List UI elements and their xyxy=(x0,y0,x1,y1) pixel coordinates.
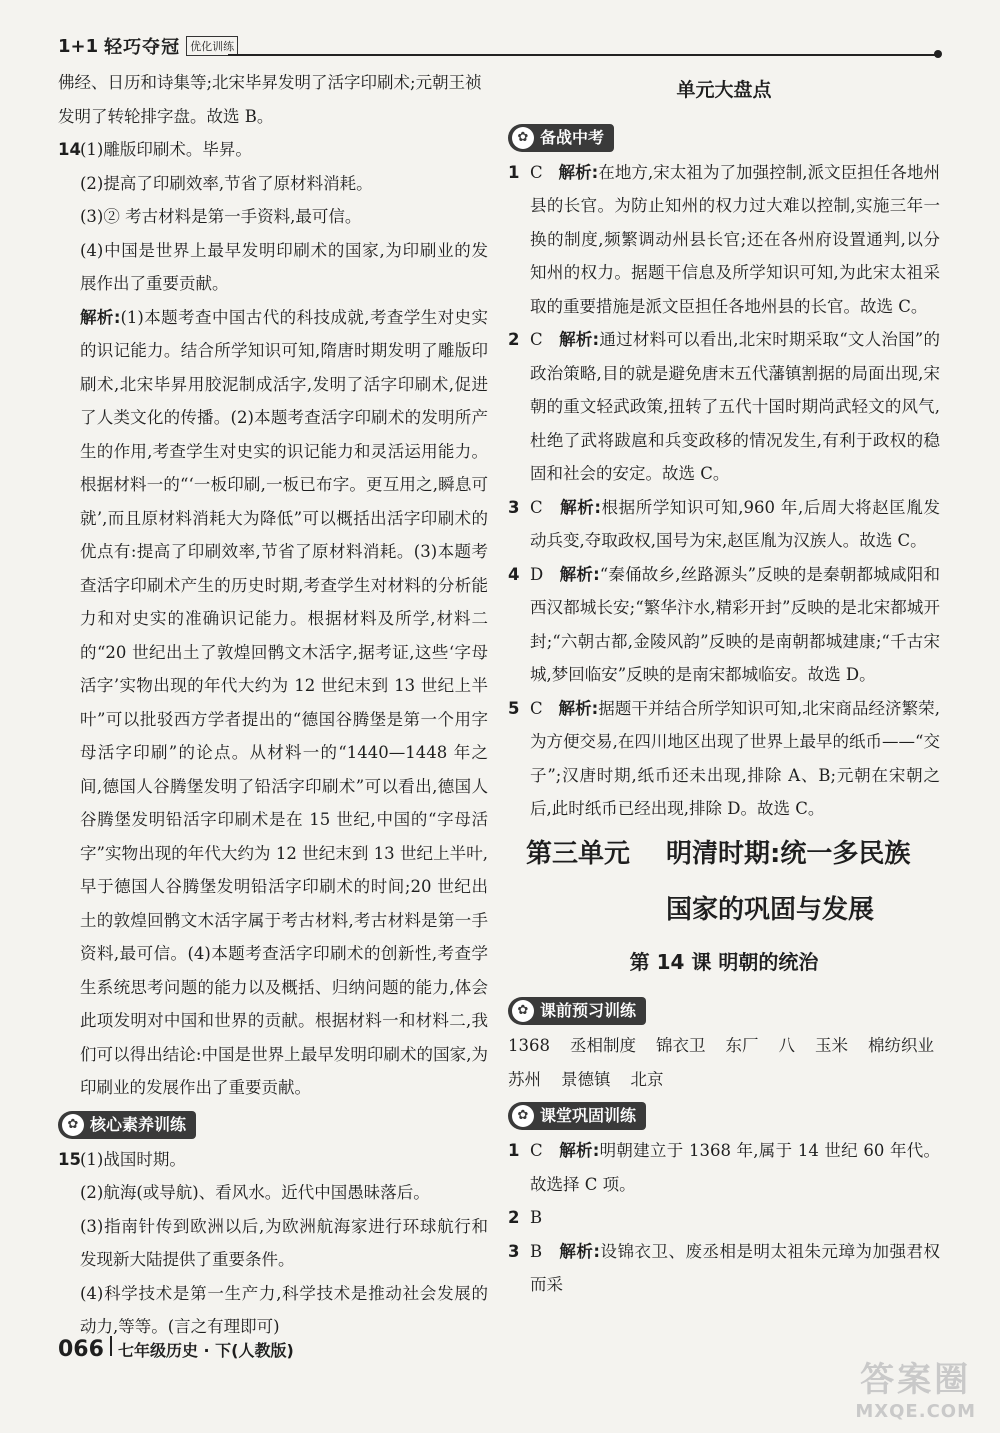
question-number: 3 xyxy=(508,1241,520,1261)
analysis-label: 解析: xyxy=(559,1241,600,1261)
question-14 xyxy=(58,133,488,167)
footer-divider xyxy=(110,1336,112,1356)
brand-logo xyxy=(58,34,238,58)
unit-title xyxy=(508,826,940,938)
answer-choice: C xyxy=(530,162,543,182)
badge-label: 课堂巩固训练 xyxy=(540,1106,637,1126)
watermark xyxy=(855,1352,976,1422)
item-body xyxy=(530,1235,940,1302)
analysis-label: 解析: xyxy=(558,698,599,718)
analysis-text: 设锦衣卫、废丞相是明太祖朱元璋为加强君权而采 xyxy=(530,1241,940,1294)
left-column xyxy=(58,66,488,1344)
exam-item xyxy=(508,323,940,491)
answer-word: 景德镇 xyxy=(561,1069,611,1089)
answer-choice: B xyxy=(530,1241,543,1261)
answer-part-4: (4)中国是世界上最早发明印刷术的国家,为印刷业的发展作出了重要贡献。 xyxy=(80,240,488,293)
answer-word: 苏州 xyxy=(508,1069,541,1089)
answer-word: 1368 xyxy=(508,1036,550,1055)
answer-part-2: (2)提高了印刷效率,节省了原材料消耗。 xyxy=(80,173,373,193)
item-body xyxy=(530,692,940,826)
right-column xyxy=(508,66,940,1302)
page-footer xyxy=(58,1336,294,1362)
continued-line: 发明了转轮排字盘。故选 B。 xyxy=(58,106,274,126)
analysis-text: (1)本题考查中国古代的科技成就,考查学生对史实的识记能力。结合所学知识可知,隋唐时期发明了雕版印刷术,北宋毕昇用胶泥制成活字,发明了活字印刷术,促进了人类文化的传播。(2)本题考查活字印刷术的发明所产生的作用,考查学生对史实的识记能力和灵活运用能力。根据材料一的“‘一板印刷,一板已布字。更互用之,瞬息可就’,而且原材料消耗大为降低”可以概括出活字印刷术的优点有:提高了印刷效率,节省了原材料消耗。(3)本题考查活字印刷术产生的历史时期,考查学生对材料的分析能力和对史实的准确识记能力。根据材料及所学,材料二的“20 世纪出土了敦煌回鹘文木活字,据考证,这些‘字母活字’实物出现的年代大约为 12 世纪末到 13 世纪上半叶”可以批驳西方学者提出的“德国谷腾堡是第一个用字母活字印刷”的论点。从材料一的“1440—1448 年之间,德国人谷腾堡发明了铅活字印刷术”可以看出,德国人谷腾堡发明铅活字印刷术是在 15 世纪,中国的“字母活字”实物出现的年代大约为 12 世纪末到 13 世纪上半叶,早于德国人谷腾堡发明铅活字印刷术的时间;20 世纪出土的敦煌回鹘文木活字属于考古材料,考古材料是第一手资料,最可信。(4)本题考查活字印刷术的创新性,考查学生系统思考问题的能力以及概括、归纳问题的能力,体会此项发明对中国和世界的贡献。根据材料一和材料二,我们可以得出结论:中国是世界上最早发明印刷术的国家,为印刷业的发展作出了重要贡献。 xyxy=(80,307,488,1097)
question-15 xyxy=(58,1143,488,1177)
item-body xyxy=(530,1134,940,1201)
page-number: 066 xyxy=(58,1337,104,1362)
answer-choice: B xyxy=(530,1208,543,1227)
brand-subtitle: 优化训练 xyxy=(186,36,238,56)
badge-icon: ✿ xyxy=(512,1000,534,1022)
page-header xyxy=(58,34,938,66)
class-item xyxy=(508,1235,940,1302)
analysis-text: 明朝建立于 1368 年,属于 14 世纪 60 年代。故选择 C 项。 xyxy=(530,1141,940,1194)
section-title: 单元大盘点 xyxy=(676,79,772,101)
answer-part-1: (1)雕版印刷术。毕昇。 xyxy=(80,140,252,159)
answer-part-3: (3)② 考古材料是第一手资料,最可信。 xyxy=(80,207,362,226)
question-number: 1 xyxy=(508,1141,520,1160)
answer-choice: C xyxy=(530,497,543,517)
item-body xyxy=(530,491,940,558)
question-number: 5 xyxy=(508,698,520,718)
answer-word: 锦衣卫 xyxy=(656,1036,706,1055)
analysis-label: 解析: xyxy=(559,330,600,349)
badge-icon: ✿ xyxy=(62,1114,84,1136)
continued-line: 佛经、日历和诗集等;北宋毕昇发明了活字印刷术;元朝王祯 xyxy=(58,73,482,92)
answer-part-4: (4)科学技术是第一生产力,科学技术是推动社会发展的动力,等等。(言之有理即可) xyxy=(80,1283,488,1336)
section-badge-exam-prep xyxy=(508,124,614,152)
preview-answers xyxy=(508,1029,940,1096)
watermark-text: 答案圈 xyxy=(860,1360,972,1400)
question-number: 15 xyxy=(58,1149,81,1169)
answer-choice: C xyxy=(530,698,543,718)
analysis-text: 据题干并结合所学知识可知,北宋商品经济繁荣,为方便交易,在四川地区出现了世界上最早的纸币——“交子”;汉唐时期,纸币还未出现,排除 A、B;元朝在宋朝之后,此时纸币已经出现,排除 D。故选 C。 xyxy=(530,698,940,818)
analysis-label: 解析: xyxy=(559,564,600,584)
question-number: 4 xyxy=(508,564,520,584)
answer-word: 北京 xyxy=(630,1069,664,1089)
section-badge-preview xyxy=(508,997,646,1025)
badge-icon: ✿ xyxy=(512,127,534,149)
section-badge-consolidation xyxy=(508,1102,646,1130)
watermark-url: MXQE.COM xyxy=(855,1401,976,1422)
question-number: 3 xyxy=(508,497,520,517)
analysis-text: 通过材料可以看出,北宋时期采取“文人治国”的政治策略,目的就是避免唐末五代藩镇割据的局面出现,宋朝的重文轻武政策,扭转了五代十国时期尚武轻文的风气,杜绝了武将跋扈和兵变政移的情况发生,有利于政权的稳固和社会的安定。故选 C。 xyxy=(530,330,940,483)
exam-item xyxy=(508,491,940,558)
class-item xyxy=(508,1134,940,1201)
answer-word: 棉纺织业 xyxy=(868,1036,934,1055)
header-rule xyxy=(228,54,938,56)
answer-choice: D xyxy=(530,564,544,584)
unit-heading-line-2: 国家的巩固与发展 xyxy=(666,894,875,925)
answer-word: 八 xyxy=(778,1036,795,1055)
analysis-label: 解析: xyxy=(559,1141,600,1160)
analysis-label: 解析: xyxy=(560,497,601,517)
question-number: 2 xyxy=(508,1208,520,1227)
badge-icon: ✿ xyxy=(512,1105,534,1127)
unit-heading-line-1: 明清时期:统一多民族 xyxy=(666,838,911,869)
badge-label: 备战中考 xyxy=(540,127,605,147)
analysis-text: 在地方,宋太祖为了加强控制,派文臣担任各地州县的长官。为防止知州的权力过大难以控制,实施三年一换的制度,频繁调动州县长官;还在各州府设置通判,以分知州的权力。据题干信息及所学知识可知,为此宋太祖采取的重要措施是派文臣担任各地州县的长官。故选 C。 xyxy=(530,162,940,316)
unit-number: 第三单元 xyxy=(526,838,631,869)
analysis-paragraph xyxy=(58,301,488,1105)
book-title: 七年级历史 · 下(人教版) xyxy=(117,1341,294,1360)
analysis-text: “秦俑故乡,丝路源头”反映的是秦朝都城咸阳和西汉都城长安;“繁华汴水,精彩开封”反映的是北宋都城开封;“六朝古都,金陵风韵”反映的是南朝都城建康;“千古宋城,梦回临安”反映的是南宋都城临安。故选 D。 xyxy=(530,564,940,684)
question-number: 2 xyxy=(508,330,520,349)
exam-item xyxy=(508,156,940,324)
lesson-title: 第 14 课 明朝的统治 xyxy=(629,949,819,974)
question-number: 1 xyxy=(508,162,520,182)
answer-choice: C xyxy=(530,1141,543,1160)
class-item xyxy=(508,1201,940,1235)
item-body xyxy=(530,1201,542,1235)
badge-label: 核心素养训练 xyxy=(90,1114,187,1134)
answer-part-2: (2)航海(或导航)、看风水。近代中国愚昧落后。 xyxy=(80,1183,430,1202)
question-number: 14 xyxy=(58,140,81,159)
logo-mark: 1+1 xyxy=(58,35,99,57)
answer-word: 东厂 xyxy=(725,1036,759,1055)
item-body xyxy=(530,558,940,692)
answer-choice: C xyxy=(530,330,543,349)
answer-part-1: (1)战国时期。 xyxy=(80,1149,186,1169)
exam-item xyxy=(508,692,940,826)
badge-label: 课前预习训练 xyxy=(540,1001,637,1021)
item-body xyxy=(530,156,940,324)
section-badge-core-literacy xyxy=(58,1111,196,1139)
exam-item xyxy=(508,558,940,692)
brand-name: 轻巧夺冠 xyxy=(104,37,181,58)
answer-word: 丞相制度 xyxy=(570,1036,636,1055)
answer-word: 玉米 xyxy=(815,1036,848,1055)
analysis-text: 根据所学知识可知,960 年,后周大将赵匡胤发动兵变,夺取政权,国号为宋,赵匡胤为汉族人。故选 C。 xyxy=(530,497,940,550)
item-body xyxy=(530,323,940,491)
analysis-label: 解析: xyxy=(80,307,121,327)
analysis-label: 解析: xyxy=(558,162,599,182)
header-dot xyxy=(934,50,942,58)
answer-part-3: (3)指南针传到欧洲以后,为欧洲航海家进行环球航行和发现新大陆提供了重要条件。 xyxy=(80,1216,488,1269)
